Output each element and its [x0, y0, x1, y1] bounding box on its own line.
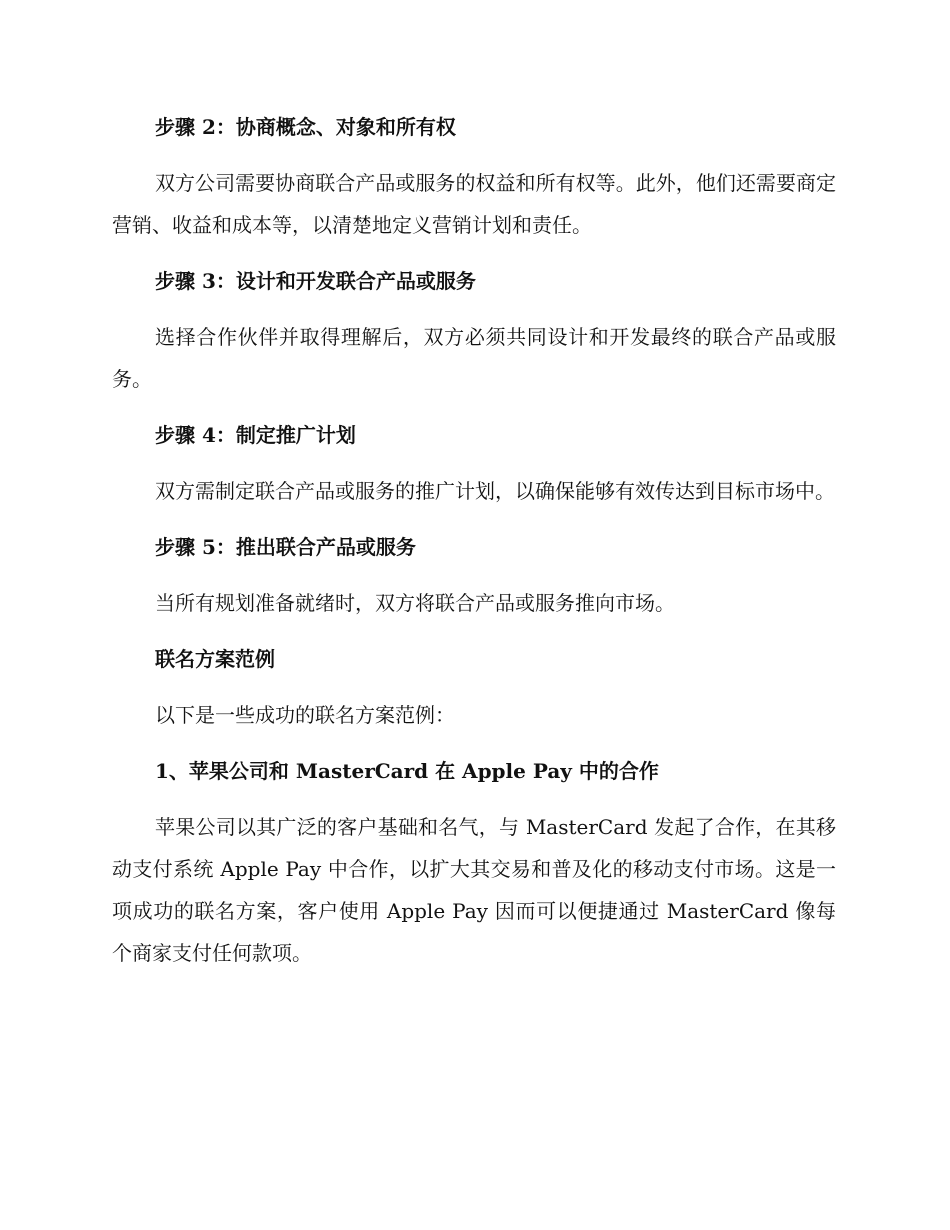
step3-paragraph: 选择合作伙伴并取得理解后，双方必须共同设计和开发最终的联合产品或服务。 [112, 325, 836, 391]
step4-heading: 步骤 4：制定推广计划 [155, 423, 356, 447]
step5-heading: 步骤 5：推出联合产品或服务 [155, 535, 416, 559]
document-page [112, 110, 836, 974]
step2-paragraph: 双方公司需要协商联合产品或服务的权益和所有权等。此外，他们还需要商定营销、收益和成本等，以清楚地定义营销计划和责任。 [112, 171, 836, 237]
step3-heading: 步骤 3：设计和开发联合产品或服务 [155, 269, 476, 293]
step4-paragraph: 双方需制定联合产品或服务的推广计划，以确保能够有效传达到目标市场中。 [155, 479, 835, 503]
examples-intro: 以下是一些成功的联名方案范例： [155, 703, 455, 727]
step2-heading: 步骤 2：协商概念、对象和所有权 [155, 115, 456, 139]
example1-paragraph: 苹果公司以其广泛的客户基础和名气，与 MasterCard 发起了合作，在其移动支付系统 Apple Pay 中合作，以扩大其交易和普及化的移动支付市场。这是一项成功的联名方案，客户使用 Apple Pay 因而可以便捷通过 MasterCard 像每个商家支付任何款项。 [112, 815, 836, 965]
step5-paragraph: 当所有规划准备就绪时，双方将联合产品或服务推向市场。 [155, 591, 675, 615]
example1-heading: 1、苹果公司和 MasterCard 在 Apple Pay 中的合作 [155, 759, 659, 783]
examples-heading: 联名方案范例 [155, 647, 275, 671]
